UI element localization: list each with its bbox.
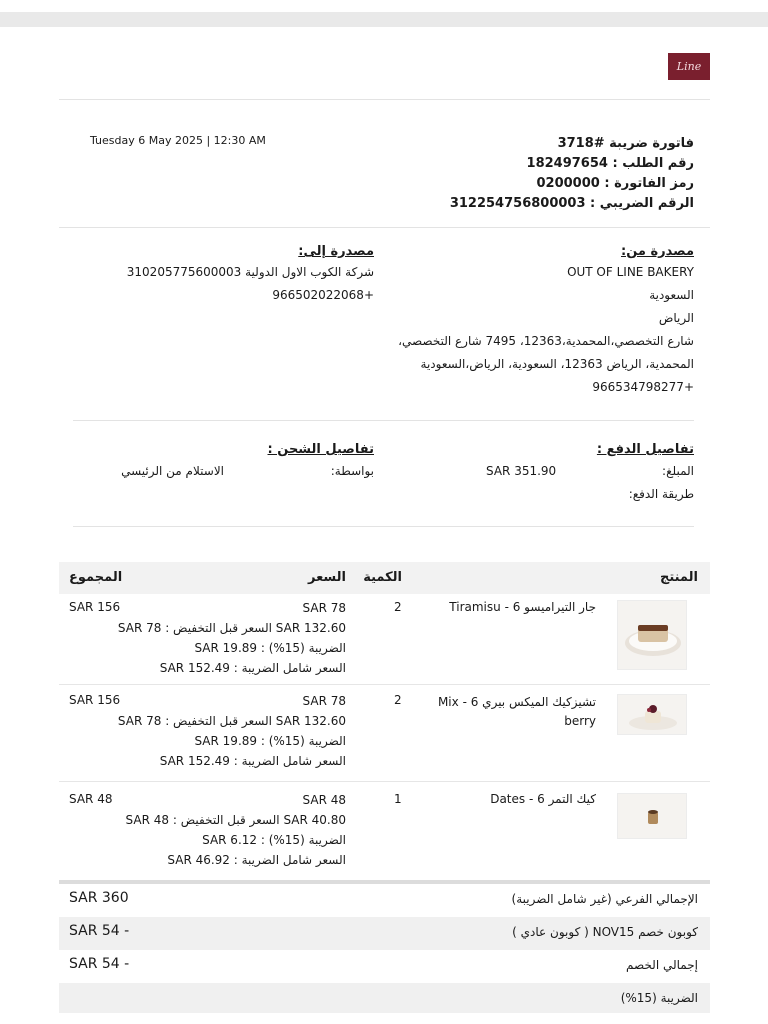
to-title: مصدرة إلى: [298, 244, 374, 259]
table-row [59, 685, 710, 782]
product-total: SAR 48 [69, 792, 113, 806]
product-qty: 2 [394, 600, 402, 614]
shipping-title: تفاصيل الشحن : [267, 442, 374, 457]
product-tax: الضريبة (15%) : SAR 19.89 [194, 734, 346, 748]
product-name: كيك التمر 6 - Dates [490, 792, 596, 806]
product-qty: 2 [394, 693, 402, 707]
product-incl-tax: السعر شامل الضريبة : SAR 152.49 [159, 661, 346, 675]
invoice-datetime: Tuesday 6 May 2025 | 12:30 AM [90, 134, 266, 147]
top-bar [0, 12, 768, 27]
product-before-discount: SAR 132.60 السعر قبل التخفيض : SAR 78 [117, 714, 346, 728]
to-phone: +966502022068 [272, 288, 374, 302]
product-price-block [126, 790, 346, 870]
table-row [59, 594, 710, 685]
from-phone: +966534798277 [592, 380, 694, 394]
product-name: تشيزكيك الميكس بيري 6 - Mix berry [437, 695, 596, 728]
product-name: جار التيراميسو 6 - Tiramisu [449, 600, 596, 614]
divider [73, 420, 694, 421]
product-incl-tax: السعر شامل الضريبة : SAR 46.92 [167, 853, 346, 867]
tiramisu-image [617, 600, 687, 670]
payment-amount-label: المبلغ: [662, 464, 694, 478]
to-name: شركة الكوب الاول الدولية 310205775600003 [126, 265, 374, 279]
table-row [59, 782, 710, 879]
from-title: مصدرة من: [621, 244, 694, 259]
product-before-discount: SAR 132.60 السعر قبل التخفيض : SAR 78 [117, 621, 346, 635]
product-before-discount: SAR 40.80 السعر قبل التخفيض : SAR 48 [125, 813, 346, 827]
product-total: SAR 156 [69, 693, 121, 707]
items-table-header [59, 562, 710, 594]
divider [59, 227, 710, 228]
product-price: SAR 78 [302, 601, 346, 615]
tax-number: الرقم الضريبي : 312254756800003 [449, 196, 694, 211]
product-incl-tax: السعر شامل الضريبة : SAR 152.49 [159, 754, 346, 768]
header-price: السعر [308, 570, 346, 585]
brand-logo: Line [668, 53, 710, 80]
product-price: SAR 78 [302, 694, 346, 708]
discount-total-label: إجمالي الخصم [626, 958, 698, 972]
coupon-row [59, 917, 710, 950]
subtotal-value: SAR 360 [69, 890, 129, 906]
tax-label: الضريبة (15%) [620, 991, 698, 1005]
header-total: المجموع [69, 570, 123, 585]
product-tax: الضريبة (15%) : SAR 6.12 [202, 833, 346, 847]
from-city: الرياض [658, 311, 694, 325]
subtotal-row [59, 884, 710, 917]
product-price: SAR 48 [302, 793, 346, 807]
coupon-value: SAR 54 - [69, 923, 130, 939]
payment-method-label: طريقة الدفع: [628, 487, 694, 501]
invoice-title: فاتورة ضريبة #3718 [557, 136, 694, 151]
coupon-label: كوبون خصم NOV15 ( كوبون عادي ) [512, 925, 698, 939]
from-address-line-2: المحمدية، الرياض 12363، السعودية، الرياض،السعودية [420, 357, 694, 371]
header-product: المنتج [659, 570, 698, 585]
product-qty: 1 [394, 792, 402, 806]
divider [73, 526, 694, 527]
from-name: OUT OF LINE BAKERY [567, 265, 694, 279]
divider [59, 99, 710, 100]
product-price-block [118, 691, 346, 771]
order-number: رقم الطلب : 182497654 [526, 156, 694, 171]
shipping-via-value: الاستلام من الرئيسي [121, 464, 224, 478]
from-address-line-1: شارع التخصصي،المحمدية،12363، 7495 شارع التخصصي، [398, 334, 694, 348]
header-qty: الكمية [363, 570, 402, 585]
invoice-code: رمز الفاتورة : 0200000 [536, 176, 694, 191]
product-total: SAR 156 [69, 600, 121, 614]
product-price-block [118, 598, 346, 678]
from-country: السعودية [649, 288, 694, 302]
product-tax: الضريبة (15%) : SAR 19.89 [194, 641, 346, 655]
payment-amount-value: SAR 351.90 [486, 464, 557, 478]
subtotal-label: الإجمالي الفرعي (غير شامل الضريبة) [511, 892, 698, 906]
date-cake-image [617, 793, 687, 839]
payment-title: تفاصيل الدفع : [596, 442, 694, 457]
discount-total-value: SAR 54 - [69, 956, 130, 972]
discount-total-row [59, 950, 710, 983]
cheesecake-image [617, 694, 687, 735]
tax-row [59, 983, 710, 1013]
shipping-via-label: بواسطة: [330, 464, 374, 478]
